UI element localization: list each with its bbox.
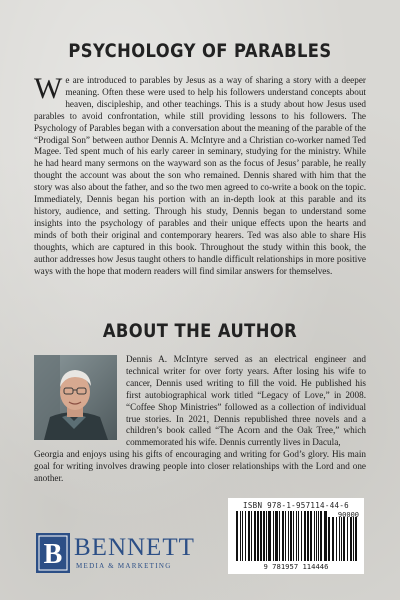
author-bio-continued: Georgia and enjoys using his gifts of encouraging and writing for God’s glory. His main goal for writing involves drawing people into closer relationships with the Lord and one another. (34, 449, 366, 483)
isbn-barcode (228, 498, 364, 574)
barcode-bars-icon (236, 511, 328, 561)
barcode-digits: 9 781957 114446 (263, 562, 329, 571)
publisher-tagline: MEDIA & MARKETING (76, 562, 172, 570)
price-barcode-icon (328, 517, 360, 561)
publisher-b-icon (36, 533, 70, 573)
publisher-logo (36, 533, 195, 575)
book-title: PSYCHOLOGY OF PARABLES (68, 40, 332, 62)
author-bio: Dennis A. McIntyre served as an electrical engineer and technical writer for over forty years. After losing his wife to cancer, Dennis used writing to fill the void. He published his first autobiographical work titled “Legacy of Love,” in 2008. “Coffee Shop Ministries” followed as a collection of individual true stories. In 2021, Dennis republished three novels and a children’s book called “The Acorn and the Oak Tree,” which commemorated his wife. Dennis currently lives in Dacula, (126, 354, 366, 448)
publisher-name: BENNETT (74, 534, 195, 561)
price-code: 90000 (337, 511, 359, 519)
book-description (34, 72, 366, 277)
drop-cap: W (34, 72, 63, 105)
logo-letter: B (43, 539, 63, 570)
author-portrait-image (34, 355, 117, 440)
author-photo (34, 355, 117, 440)
description-text: e are introduced to parables by Jesus as a way of sharing a story with a deeper meaning. Often these were used to help his followers understand concepts about heaven, discipleship, and other teachings. This is a study about how Jesus used parables to avoid confrontation, while still providing lessons to his followers. The Psychology of Parables began with a conversation about the meaning of the parable of the “Prodigal Son” between author Dennis A. McIntyre and a Christian co-worker named Ted Magee. Ted spent much of his early career in seminary, studying for the ministry. While he had heard many sermons on the wayward son as the focus of Jesus’ parable, he really thought the account was about the son who remained. Dennis shared with him that the story was also about the father, and so the two men agreed to co-write a book on the topic. Immediately, Dennis began his portion with an in-depth look at this parable and its history, audience, and setting. Through his study, Dennis began to understand some insights into the psychology of parables and their unique effects upon the hearts and minds of both their original and contemporary hearers. Ted was also able to share His thoughts, which are captured in this book. Throughout the study within this book, the author addresses how Jesus taught others to handle difficult relationships in more positive ways with the hope that modern readers will find similar answers for themselves. (34, 75, 366, 276)
isbn-label: ISBN 978-1-957114-44-6 (243, 501, 349, 510)
about-author-heading: ABOUT THE AUTHOR (102, 320, 298, 342)
